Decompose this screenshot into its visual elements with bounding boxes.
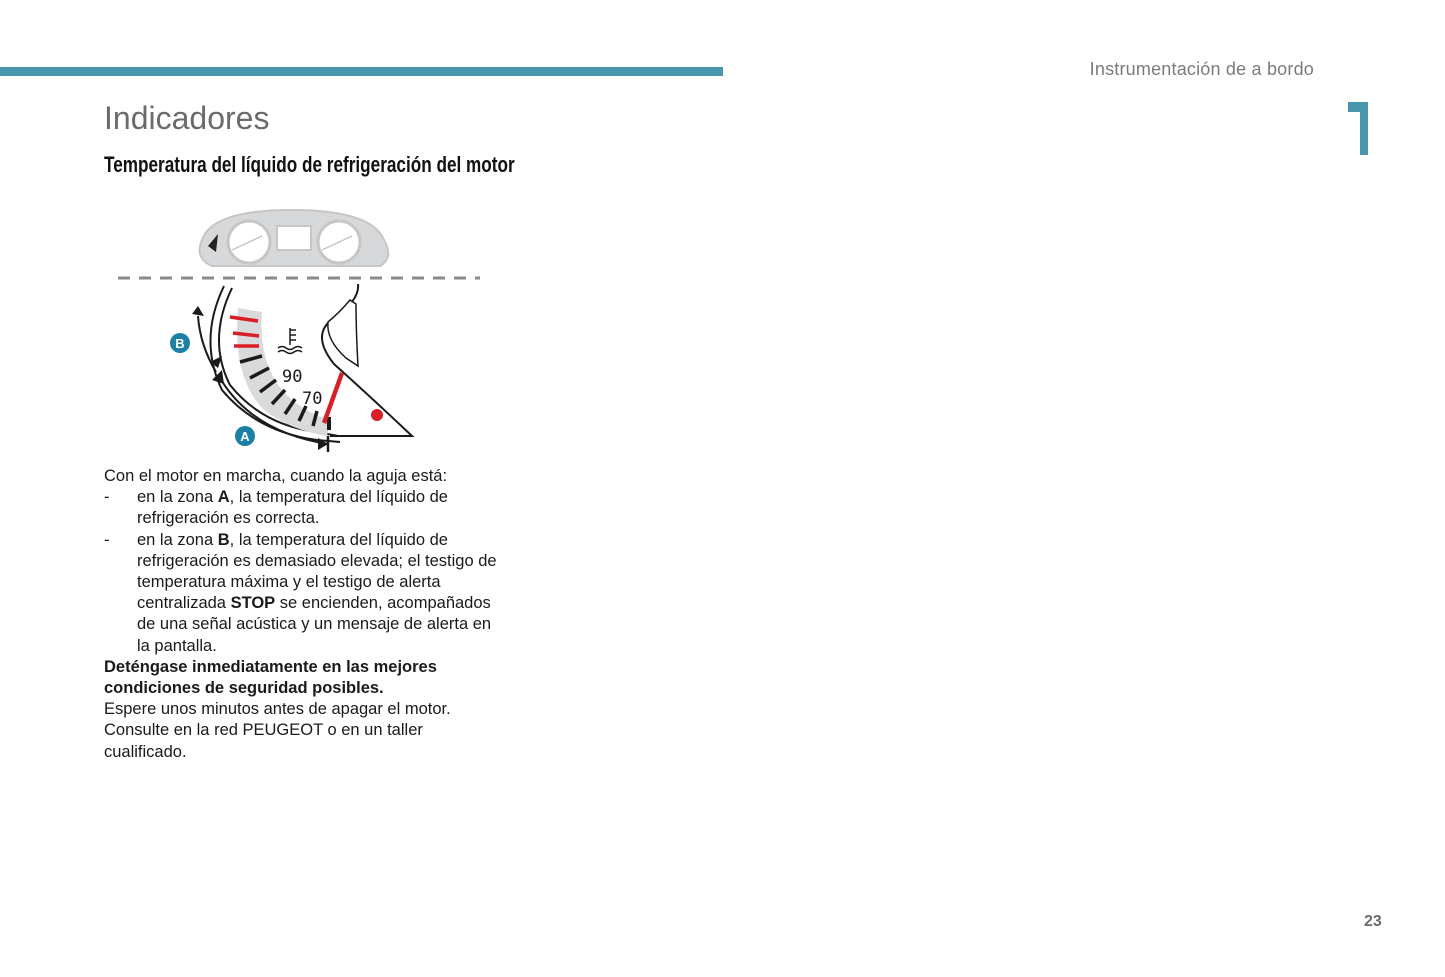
coolant-gauge-diagram <box>112 200 484 462</box>
gauge-label-90: 90 <box>282 367 303 387</box>
warning-light-icon <box>371 409 383 421</box>
page-number: 23 <box>1364 913 1382 930</box>
temperature-gauge <box>210 284 412 442</box>
chapter-number <box>1346 100 1380 156</box>
bullet-zone-a: - en la zona A, la temperatura del líquido de refrigeración es correcta. <box>104 488 448 528</box>
zone-a-badge <box>235 426 255 446</box>
instrument-cluster-icon <box>200 210 389 266</box>
zone-b-badge <box>170 333 190 353</box>
gauge-label-70: 70 <box>302 389 323 409</box>
chapter-title: Instrumentación de a bordo <box>1089 59 1314 79</box>
chapter-accent-bar <box>0 67 723 76</box>
chapter-number-text: 1 <box>1346 100 1347 101</box>
bullet-zone-b: - en la zona B, la temperatura del líquido de refrigeración es demasiado elevada; el testigo de temperatura máxima y el testigo de alerta centralizada STOP se encienden, acompañados de una señal acústica y un mensaje de alerta en la pantalla. <box>104 530 497 655</box>
consult-paragraph: Consulte en la red PEUGEOT o en un taller cualificado. <box>104 721 423 761</box>
zone-a-label: A <box>240 429 250 444</box>
section-title: Indicadores <box>104 100 270 136</box>
body-text <box>104 466 504 763</box>
advice-paragraph: Espere unos minutos antes de apagar el motor. <box>104 700 451 719</box>
subsection-title: Temperatura del líquido de refrigeración del motor <box>104 152 515 177</box>
intro-paragraph: Con el motor en marcha, cuando la aguja está: <box>104 467 448 485</box>
coolant-temperature-icon <box>278 328 302 354</box>
warning-paragraph: Deténgase inmediatamente en las mejores condiciones de seguridad posibles. <box>104 657 437 698</box>
zone-b-label: B <box>175 336 185 351</box>
